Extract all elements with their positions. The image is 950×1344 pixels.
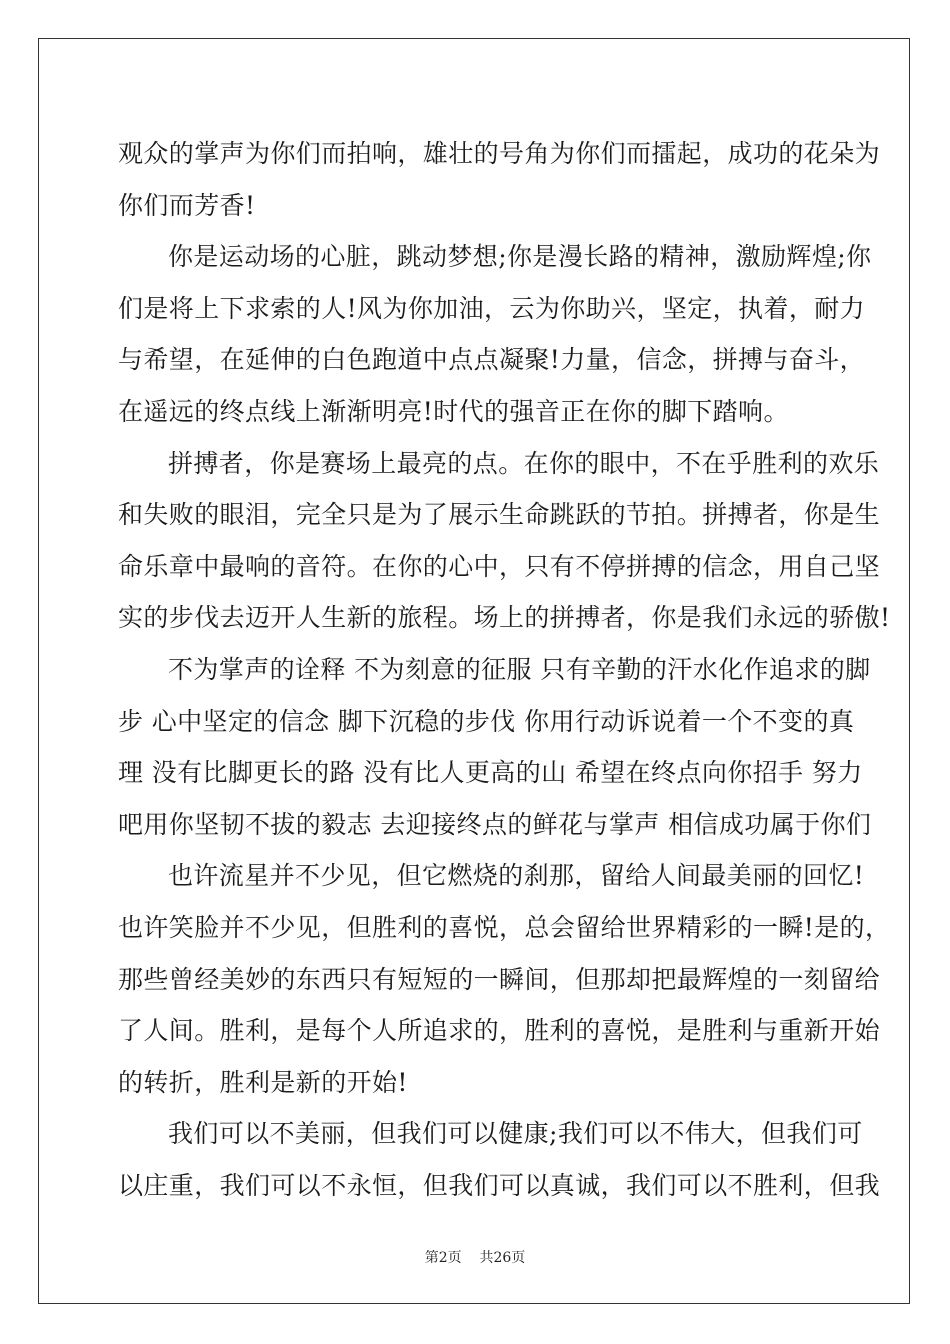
text-line: 我们可以不美丽，但我们可以健康;我们可以不伟大，但我们可 [168,1119,863,1149]
page-number-footer: 第2页 共26页 [424,1250,526,1266]
text-line: 命乐章中最响的音符。在你的心中，只有不停拼搏的信念，用自己坚 [118,551,881,581]
text-line: 以庄重，我们可以不永恒，但我们可以真诚，我们可以不胜利，但我 [118,1170,881,1200]
text-line: 不为掌声的诠释 不为刻意的征服 只有辛勤的汗水化作追求的脚 [168,654,871,684]
text-line: 观众的掌声为你们而拍响，雄壮的号角为你们而擂起，成功的花朵为 [118,139,881,168]
text-line: 在遥远的终点线上渐渐明亮!时代的强音正在你的脚下踏响。 [118,396,789,426]
text-line: 也许流星并不少见，但它燃烧的刹那，留给人间最美丽的回忆! [168,861,865,891]
document-body [118,128,891,1211]
text-line: 和失败的眼泪，完全只是为了展示生命跳跃的节拍。拼搏者，你是生 [118,500,881,530]
text-line: 你们而芳香! [118,190,256,220]
text-line: 的转折，胜利是新的开始! [118,1067,408,1097]
text-line: 拼搏者，你是赛场上最亮的点。在你的眼中，不在乎胜利的欢乐 [168,448,880,478]
text-line: 也许笑脸并不少见，但胜利的喜悦，总会留给世界精彩的一瞬!是的， [118,912,891,942]
text-line: 那些曾经美妙的东西只有短短的一瞬间，但那却把最辉煌的一刻留给 [118,964,881,994]
text-line: 步 心中坚定的信念 脚下沉稳的步伐 你用行动诉说着一个不变的真 [118,706,855,736]
text-line: 们是将上下求索的人!风为你加油，云为你助兴，坚定，执着，耐力 [118,293,866,323]
text-line: 理 没有比脚更长的路 没有比人更高的山 希望在终点向你招手 努力 [118,758,863,788]
text-line: 与希望，在延伸的白色跑道中点点凝聚!力量，信念，拼搏与奋斗， [118,345,866,375]
text-line: 实的步伐去迈开人生新的旅程。场上的拼搏者，你是我们永远的骄傲! [118,603,891,633]
text-line: 吧用你坚韧不拔的毅志 去迎接终点的鲜花与掌声 相信成功属于你们 [118,809,872,839]
text-line: 了人间。胜利，是每个人所追求的，胜利的喜悦，是胜利与重新开始 [118,1016,881,1046]
text-line: 你是运动场的心脏，跳动梦想;你是漫长路的精神，激励辉煌;你 [168,242,872,272]
